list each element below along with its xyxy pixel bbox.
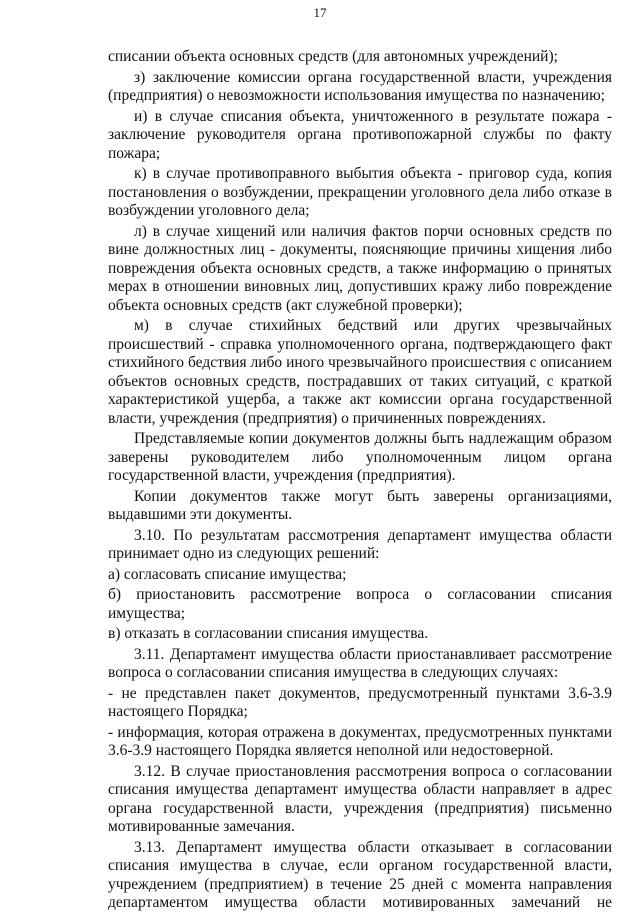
paragraph-item-i: и) в случае списания объекта, уничтоженного в результате пожара - заключение руководителя органа противопожарной службы по факту пожара; (108, 107, 612, 162)
document-body (108, 48, 612, 913)
paragraph-item-z: з) заключение комиссии органа государственной власти, учреждения (предприятия) о невозможности использования имущества по назначению; (108, 68, 612, 104)
paragraph-3-11: 3.11. Департамент имущества области приостанавливает рассмотрение вопроса о согласовании списания имущества в следующих случаях: (108, 645, 612, 681)
paragraph-case-documents: - не представлен пакет документов, предусмотренный пунктами 3.6-3.9 настоящего Порядка; (108, 684, 612, 720)
paragraph-3-13: 3.13. Департамент имущества области отказывает в согласовании списания имущества в случае, если органом государственной власти, учреждением (предприятием) в течение 25 дней с момента направления департаментом имущества области мотивированных замечаний не (108, 838, 612, 911)
paragraph-copies-organizations: Копии документов также могут быть заверены организациями, выдавшими эти документы. (108, 487, 612, 523)
paragraph-3-10: 3.10. По результатам рассмотрения департамент имущества области принимает одно из следующих решений: (108, 526, 612, 562)
page-number: 17 (313, 5, 327, 20)
paragraph-3-12: 3.12. В случае приостановления рассмотрения вопроса о согласовании списания имущества департамент имущества области направляет в адрес органа государственной власти, учреждения (предприятия) письменно мотивированные замечания. (108, 762, 612, 835)
paragraph-decision-a: а) согласовать списание имущества; (108, 565, 347, 583)
paragraph-copies-certified: Представляемые копии документов должны быть надлежащим образом заверены руководителем либо уполномоченным лицом органа государственной власти, учреждения (предприятия). (108, 430, 612, 484)
paragraph-item-k: к) в случае противоправного выбытия объекта - приговор суда, копия постановления о возбуждении, прекращении уголовного дела либо отказе в возбуждении уголовного дела; (108, 165, 612, 219)
paragraph-decision-b: б) приостановить рассмотрение вопроса о согласовании списания имущества; (108, 586, 612, 622)
paragraph-item-m: м) в случае стихийных бедствий или других чрезвычайных происшествий - справка уполномоченного органа, подтверждающего факт стихийного бедствия либо иного чрезвычайного происшествия с описанием объектов основных средств, пострадавших от таких ситуаций, с краткой характеристикой ущерба, а также акт комиссии органа государственной власти, учреждения (предприятия) о причиненных повреждениях. (108, 317, 612, 427)
paragraph-item-l: л) в случае хищений или наличия фактов порчи основных средств по вине должностных лиц - документы, поясняющие причины хищения либо повреждения объекта основных средств, а также информацию о принятых мерах в отношении виновных лиц, допустивших кражу либо повреждение объекта основных средств (акт служебной проверки); (108, 222, 612, 314)
paragraph-case-information: - информация, которая отражена в документах, предусмотренных пунктами 3.6-3.9 настоящего Порядка является неполной или недостоверной. (108, 723, 612, 759)
paragraph-continuation: списании объекта основных средств (для автономных учреждений); (108, 48, 558, 65)
paragraph-decision-c: в) отказать в согласовании списания имущества. (108, 625, 429, 642)
